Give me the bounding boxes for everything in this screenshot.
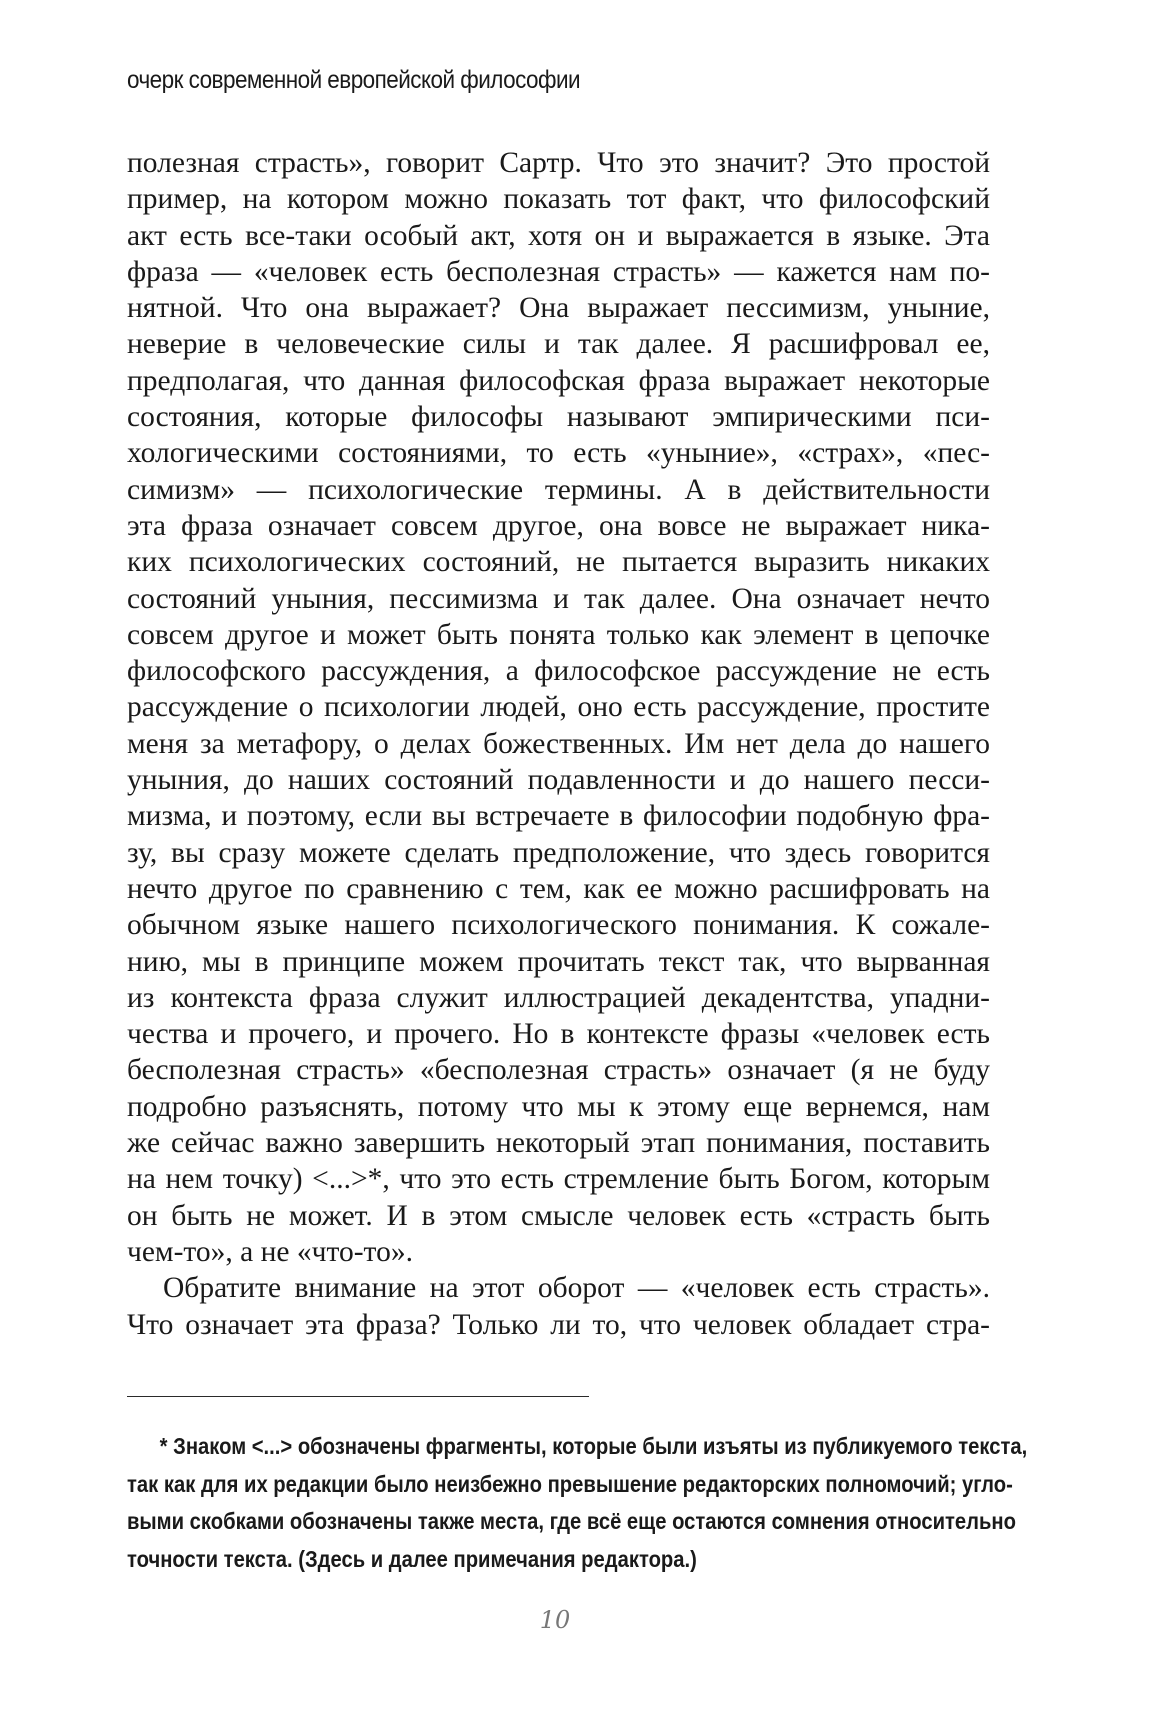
body-line: обычном языке нашего психологического понимания. К сожале- — [127, 909, 990, 942]
body-line: же сейчас важно завершить некоторый этап понимания, поставить — [127, 1127, 990, 1160]
body-line: рассуждение о психологии людей, оно есть рассуждение, простите — [127, 691, 990, 724]
body-line: неверие в человеческие силы и так далее. Я расшифровал ее, — [127, 328, 990, 361]
body-line: симизм» — психологические термины. А в действительности — [127, 473, 990, 506]
footnote — [127, 1428, 1028, 1578]
body-line: чества и прочего, и прочего. Но в контексте фразы «человек есть — [127, 1018, 990, 1051]
body-line: состояний уныния, пессимизма и так далее. Она означает нечто — [127, 582, 990, 615]
body-line: акт есть все-таки особый акт, хотя он и выражается в языке. Эта — [127, 219, 990, 252]
footnote-line: так как для их редакции было неизбежно превышение редакторских полномочий; угло- — [127, 1470, 1013, 1497]
body-line: Обратите внимание на этот оборот — «человек есть страсть». — [163, 1272, 990, 1305]
body-line: чем-то», а не «что-то». — [127, 1235, 413, 1268]
body-line: подробно разъяснять, потому что мы к этому еще вернемся, нам — [127, 1090, 990, 1123]
body-line: эта фраза означает совсем другое, она вовсе не выражает ника- — [127, 509, 990, 542]
body-line: нятной. Что она выражает? Она выражает пессимизм, уныние, — [127, 292, 990, 325]
body-line: пример, на котором можно показать тот факт, что философский — [127, 183, 990, 216]
body-line: Что означает эта фраза? Только ли то, что человек обладает стра- — [127, 1308, 990, 1341]
body-line: философского рассуждения, а философское рассуждение не есть — [127, 655, 990, 688]
body-line: он быть не может. И в этом смысле человек есть «страсть быть — [127, 1199, 990, 1232]
body-line: на нем точку) <...>*, что это есть стремление быть Богом, которым — [127, 1163, 990, 1196]
footnote-divider — [127, 1396, 589, 1397]
body-line: уныния, до наших состояний подавленности и до нашего песси- — [127, 764, 990, 797]
body-line: мизма, и поэтому, если вы встречаете в философии подобную фра- — [127, 800, 990, 833]
body-line: нию, мы в принципе можем прочитать текст так, что вырванная — [127, 945, 990, 978]
body-line: ких психологических состояний, не пытается выразить никаких — [127, 546, 990, 579]
body-text — [127, 145, 990, 1343]
page-number: 10 — [539, 1606, 571, 1634]
footnote-line: выми скобками обозначены также места, где всё еще остаются сомнения относительно — [127, 1508, 1016, 1534]
footnote-line: точности текста. (Здесь и далее примечания редактора.) — [127, 1545, 697, 1572]
body-line: фраза — «человек есть бесполезная страсть» — кажется нам по- — [127, 255, 990, 288]
running-head: очерк современной европейской философии — [127, 66, 581, 94]
body-line: нечто другое по сравнению с тем, как ее можно расшифровать на — [127, 872, 990, 905]
footnote-line: * Знаком <...> обозначены фрагменты, которые были изъяты из публикуемого текста, — [159, 1433, 1028, 1459]
body-line: зу, вы сразу можете сделать предположение, что здесь говорится — [127, 836, 990, 869]
body-line: полезная страсть», говорит Сартр. Что это значит? Это простой — [127, 147, 990, 179]
body-line: предполагая, что данная философская фраза выражает некоторые — [127, 364, 990, 397]
body-line: бесполезная страсть» «бесполезная страсть» означает (я не буду — [127, 1054, 990, 1087]
body-line: из контекста фраза служит иллюстрацией декадентства, упадни- — [127, 981, 990, 1014]
body-line: состояния, которые философы называют эмпирическими пси- — [127, 401, 990, 434]
body-line: хологическими состояниями, то есть «уныние», «страх», «пес- — [127, 437, 990, 470]
body-line: меня за метафору, о делах божественных. Им нет дела до нашего — [127, 727, 990, 760]
body-line: совсем другое и может быть понята только как элемент в цепочке — [127, 618, 990, 651]
